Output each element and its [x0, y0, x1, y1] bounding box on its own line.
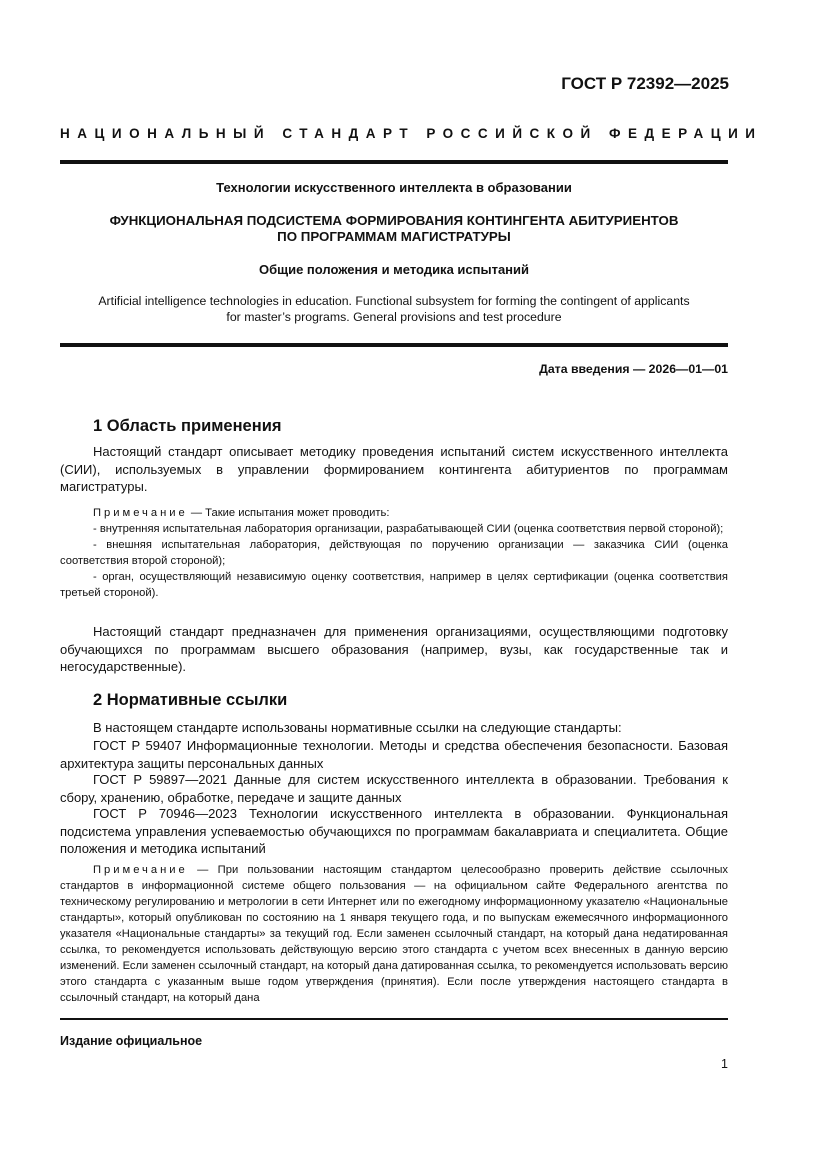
english-title-line2: for master’s programs. General provisions and test procedure: [226, 310, 562, 324]
english-title-line1: Artificial intelligence technologies in education. Functional subsystem for forming the contingent of applicants: [98, 294, 690, 308]
note-item: - внешняя испытательная лаборатория, действующая по поручению организации — заказчика СИИ (оценка соответствия второй стороной);: [60, 539, 728, 567]
top-rule: [60, 160, 728, 164]
normative-reference: ГОСТ Р 70946—2023 Технологии искусственного интеллекта в образовании. Функциональная подсистема управления успеваемостью обучающихся по программам бакалавриата и специалитета. Общие положения и методика испытаний: [60, 806, 728, 856]
main-title-line1: ФУНКЦИОНАЛЬНАЯ ПОДСИСТЕМА ФОРМИРОВАНИЯ КОНТИНГЕНТА АБИТУРИЕНТОВ: [109, 213, 679, 228]
note-text: — Такие испытания может проводить:: [187, 507, 390, 519]
note-item: - внутренняя испытательная лаборатория организации, разрабатывающей СИИ (оценка соответствия первой стороной);: [93, 523, 724, 535]
national-standard-banner: НАЦИОНАЛЬНЫЙ СТАНДАРТ РОССИЙСКОЙ ФЕДЕРАЦИИ: [60, 126, 763, 141]
page-number: 1: [721, 1057, 728, 1071]
part-title: Общие положения и методика испытаний: [258, 262, 530, 277]
title-bottom-rule: [60, 343, 728, 347]
section-2-intro: В настоящем стандарте использованы нормативные ссылки на следующие стандарты:: [93, 720, 622, 735]
main-title: [60, 213, 728, 245]
normative-reference: ГОСТ Р 59897—2021 Данные для систем искусственного интеллекта в образовании. Требования к сбору, хранению, обработке, передаче и защите данных: [60, 772, 728, 805]
english-title: [60, 293, 728, 325]
normative-reference: ГОСТ Р 59407 Информационные технологии. Методы и средства обеспечения безопасности. Базовая архитектура защиты персональных данных: [60, 738, 728, 771]
note-item: - орган, осуществляющий независимую оценку соответствия, например в целях сертификации (оценка соответствия третьей стороной).: [60, 571, 728, 599]
document-code: ГОСТ Р 72392—2025: [561, 74, 729, 93]
note-text: — При пользовании настоящим стандартом целесообразно проверить действие ссылочных стандартов в информационной системе общего пользования — на официальном сайте Федерального агентства по техническому регулированию и метрологии в сети Интернет или по ежегодному информационному указателю «Национальные стандарты», который опубликован по состоянию на 1 января текущего года, и по выпускам ежемесячного информационного указателя «Национальные стандарты» за текущий год. Если заменен ссылочный стандарт, на который дана недатированная ссылка, то рекомендуется использовать действующую версию этого стандарта с учетом всех внесенных в данную версию изменений. Если заменен ссылочный стандарт, на который дана датированная ссылка, то рекомендуется использовать версию этого стандарта с указанным выше годом утверждения (принятия). Если после утверждения настоящего стандарта в ссылочный стандарт, на который дана: [60, 864, 728, 1004]
subtitle: Технологии искусственного интеллекта в образовании: [216, 180, 572, 195]
official-edition-label: Издание официальное: [60, 1034, 203, 1048]
note-label: Примечание: [93, 864, 188, 876]
section-2-heading: 2 Нормативные ссылки: [93, 691, 288, 709]
note-label: Примечание: [93, 507, 188, 519]
introduction-date: Дата введения — 2026—01—01: [539, 362, 728, 376]
footer-rule: [60, 1018, 728, 1020]
section-1-paragraph-2: Настоящий стандарт предназначен для применения организациями, осуществляющими подготовку обучающихся по программам высшего образования (например, вузы, как государственные так и негосударственные).: [60, 624, 728, 674]
section-1-paragraph-1: Настоящий стандарт описывает методику проведения испытаний систем искусственного интеллекта (СИИ), используемых в управлении формированием контингента абитуриентов по программам магистратуры.: [60, 444, 728, 494]
section-1-heading: 1 Область применения: [93, 417, 282, 435]
section-2-note: [60, 862, 728, 1006]
main-title-line2: ПО ПРОГРАММАМ МАГИСТРАТУРЫ: [277, 229, 511, 244]
section-1-note: [60, 505, 728, 601]
section-1-note-intro: [60, 505, 728, 521]
